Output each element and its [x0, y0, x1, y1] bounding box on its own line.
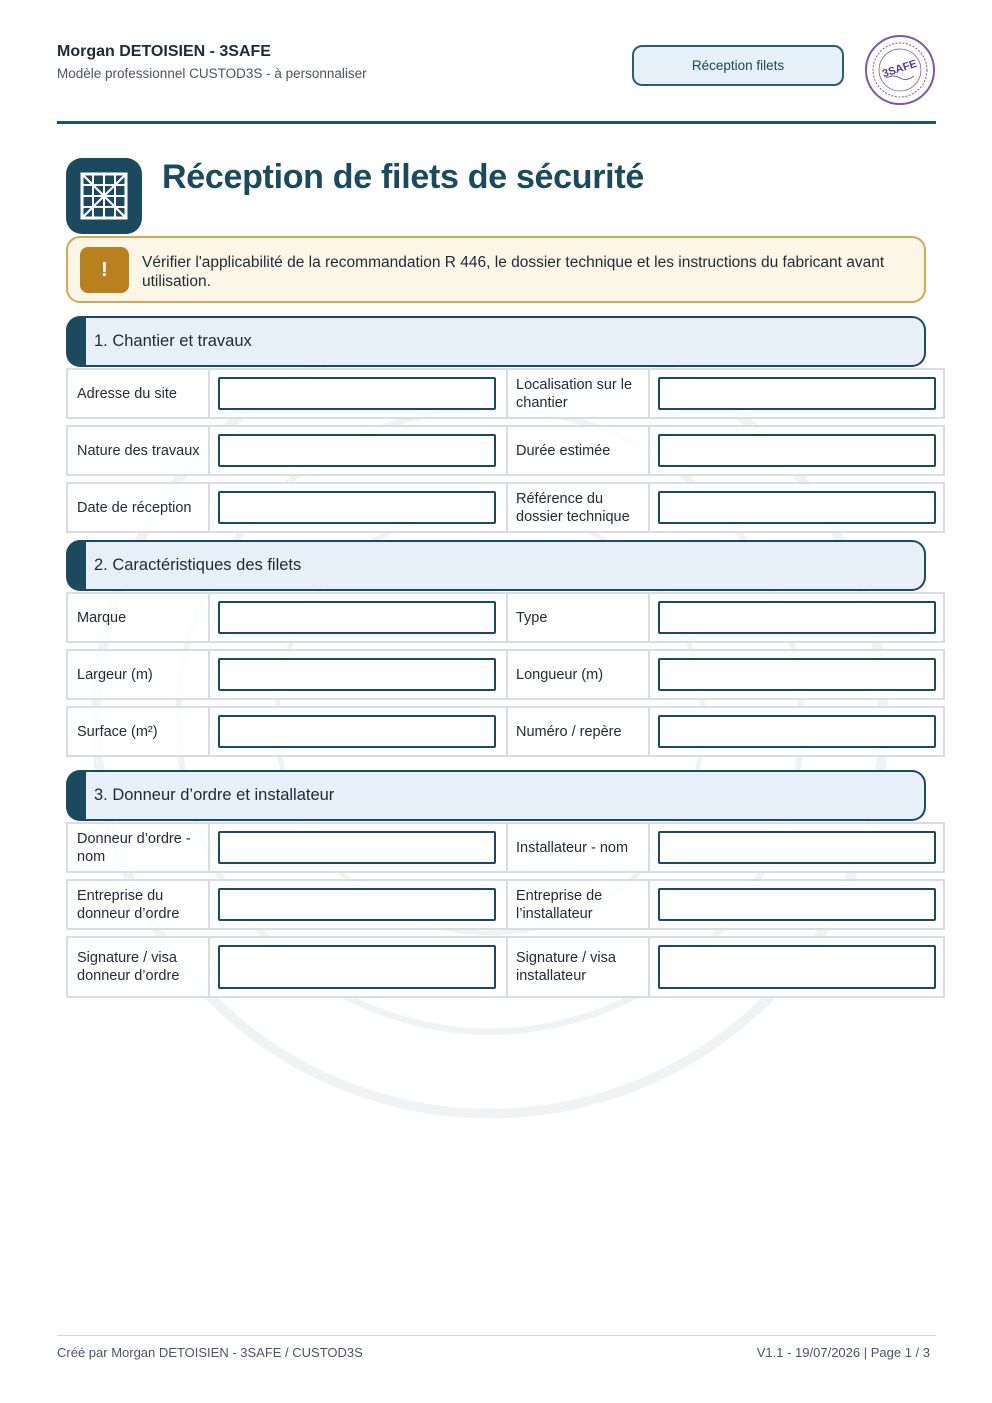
section-header-filets [66, 540, 926, 591]
logo-text: 3SAFE [880, 57, 919, 81]
field-label: Installateur - nom [516, 839, 629, 856]
field-label: Largeur (m) [77, 666, 153, 683]
form-row [66, 649, 945, 700]
entreprise-installateur-field[interactable] [658, 888, 936, 921]
header-subtitle: Modèle professionnel CUSTOD3S - à personnaliser [57, 66, 367, 81]
form-row [66, 706, 945, 757]
field-label: Surface (m²) [77, 723, 158, 740]
header-author: Morgan DETOISIEN - 3SAFE [57, 43, 271, 60]
form-row [66, 482, 945, 533]
field-label: Entreprise du donneur d’ordre [77, 887, 180, 922]
section-title: 1. Chantier et travaux [94, 332, 252, 350]
field-label: Adresse du site [77, 385, 177, 402]
numero-repere-field[interactable] [658, 715, 936, 748]
footer-version-page: V1.1 - 19/07/2026 | Page 1 / 3 [756, 1345, 930, 1360]
field-label: Date de réception [77, 499, 192, 516]
form-row [66, 822, 945, 873]
form-row [66, 592, 945, 643]
reference-dossier-field[interactable] [658, 491, 936, 524]
document-type-badge: Réception filets [632, 45, 844, 86]
exclamation-icon: ! [80, 247, 129, 293]
field-label: Type [516, 609, 548, 626]
footer-credit: Créé par Morgan DETOISIEN - 3SAFE / CUSTOD3S [57, 1345, 363, 1360]
warning-banner [66, 236, 926, 303]
field-label: Longueur (m) [516, 666, 604, 683]
duree-estimee-field[interactable] [658, 434, 936, 467]
form-row [66, 936, 945, 998]
field-label: Donneur d’ordre - nom [77, 830, 191, 865]
section-header-donneur [66, 770, 926, 821]
safety-net-icon [66, 158, 142, 234]
signature-donneur-field[interactable] [218, 945, 496, 989]
signature-installateur-field[interactable] [658, 945, 936, 989]
marque-field[interactable] [218, 601, 496, 634]
field-label: Localisation sur le chantier [516, 376, 633, 411]
section-title: 3. Donneur d’ordre et installateur [94, 786, 335, 804]
field-label: Nature des travaux [77, 442, 200, 459]
localisation-chantier-field[interactable] [658, 377, 936, 410]
seal-logo-icon [864, 34, 936, 106]
form-row [66, 425, 945, 476]
section-title: 2. Caractéristiques des filets [94, 556, 302, 574]
footer-divider [57, 1335, 936, 1336]
nature-travaux-field[interactable] [218, 434, 496, 467]
header-divider [57, 121, 936, 124]
date-reception-field[interactable] [218, 491, 496, 524]
field-label: Marque [77, 609, 127, 626]
type-field[interactable] [658, 601, 936, 634]
field-label: Référence du dossier technique [516, 490, 630, 525]
adresse-site-field[interactable] [218, 377, 496, 410]
entreprise-donneur-field[interactable] [218, 888, 496, 921]
form-row [66, 879, 945, 930]
field-label: Entreprise de l’installateur [516, 887, 603, 922]
section-header-chantier [66, 316, 926, 367]
page-title: Réception de filets de sécurité [162, 158, 644, 196]
field-label: Numéro / repère [516, 723, 622, 740]
donneur-ordre-nom-field[interactable] [218, 831, 496, 864]
field-label: Signature / visa installateur [516, 950, 616, 984]
field-label: Durée estimée [516, 442, 611, 459]
warning-text: Vérifier l'applicabilité de la recommandation R 446, le dossier technique et les instructions du fabricant avant utilisation. [142, 254, 885, 290]
form-row [66, 368, 945, 419]
surface-field[interactable] [218, 715, 496, 748]
longueur-field[interactable] [658, 658, 936, 691]
field-label: Signature / visa donneur d’ordre [77, 950, 180, 984]
largeur-field[interactable] [218, 658, 496, 691]
installateur-nom-field[interactable] [658, 831, 936, 864]
